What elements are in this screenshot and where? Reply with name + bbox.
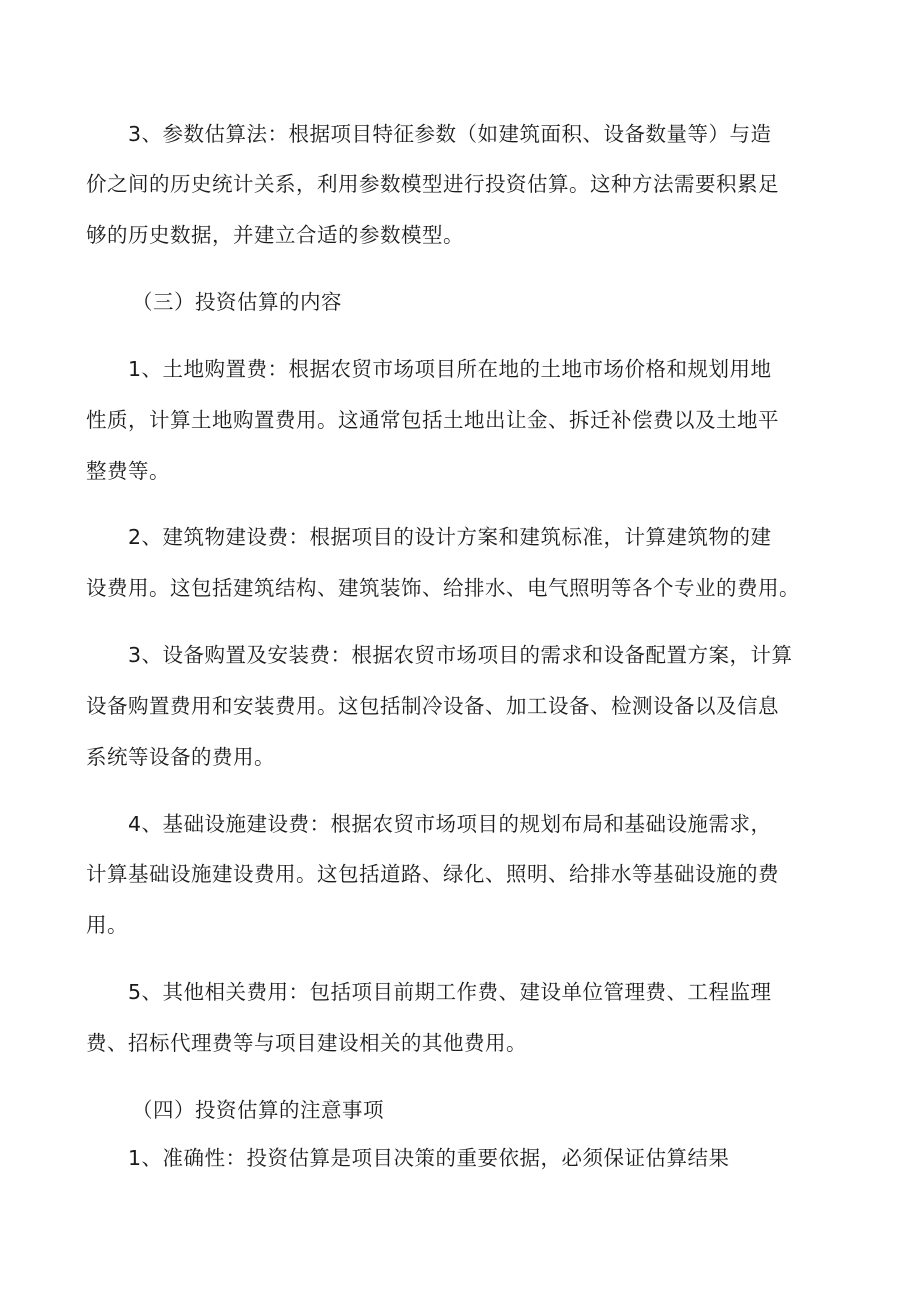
paragraph-line: 够的历史数据，并建立合适的参数模型。 xyxy=(86,223,464,247)
paragraph-line: 整费等。 xyxy=(86,459,170,483)
section-heading: （三）投资估算的内容 xyxy=(132,290,342,314)
paragraph-line: 3、设备购置及安装费：根据农贸市场项目的需求和设备配置方案，计算 xyxy=(86,643,793,667)
paragraph-line: 4、基础设施建设费：根据农贸市场项目的规划布局和基础设施需求， xyxy=(86,812,772,836)
paragraph-line: 设备购置费用和安装费用。这包括制冷设备、加工设备、检测设备以及信息 xyxy=(86,694,779,718)
paragraph-line: 费、招标代理费等与项目建设相关的其他费用。 xyxy=(86,1031,527,1055)
paragraph-line: 5、其他相关费用：包括项目前期工作费、建设单位管理费、工程监理 xyxy=(86,980,772,1004)
paragraph-line: 计算基础设施建设费用。这包括道路、绿化、照明、给排水等基础设施的费 xyxy=(86,862,779,886)
paragraph-line: 系统等设备的费用。 xyxy=(86,745,275,769)
paragraph-line: 2、建筑物建设费：根据项目的设计方案和建筑标准，计算建筑物的建 xyxy=(86,525,772,549)
paragraph-line: 3、参数估算法：根据项目特征参数（如建筑面积、设备数量等）与造 xyxy=(86,122,772,146)
paragraph-line: 用。 xyxy=(86,913,128,937)
paragraph-line: 1、土地购置费：根据农贸市场项目所在地的土地市场价格和规划用地 xyxy=(86,357,772,381)
section-heading: （四）投资估算的注意事项 xyxy=(132,1098,384,1122)
paragraph-line: 1、准确性：投资估算是项目决策的重要依据，必须保证估算结果 xyxy=(86,1146,730,1170)
paragraph-line: 性质，计算土地购置费用。这通常包括土地出让金、拆迁补偿费以及土地平 xyxy=(86,408,779,432)
paragraph-line: 价之间的历史统计关系，利用参数模型进行投资估算。这种方法需要积累足 xyxy=(86,172,779,196)
paragraph-line: 设费用。这包括建筑结构、建筑装饰、给排水、电气照明等各个专业的费用。 xyxy=(86,576,800,600)
